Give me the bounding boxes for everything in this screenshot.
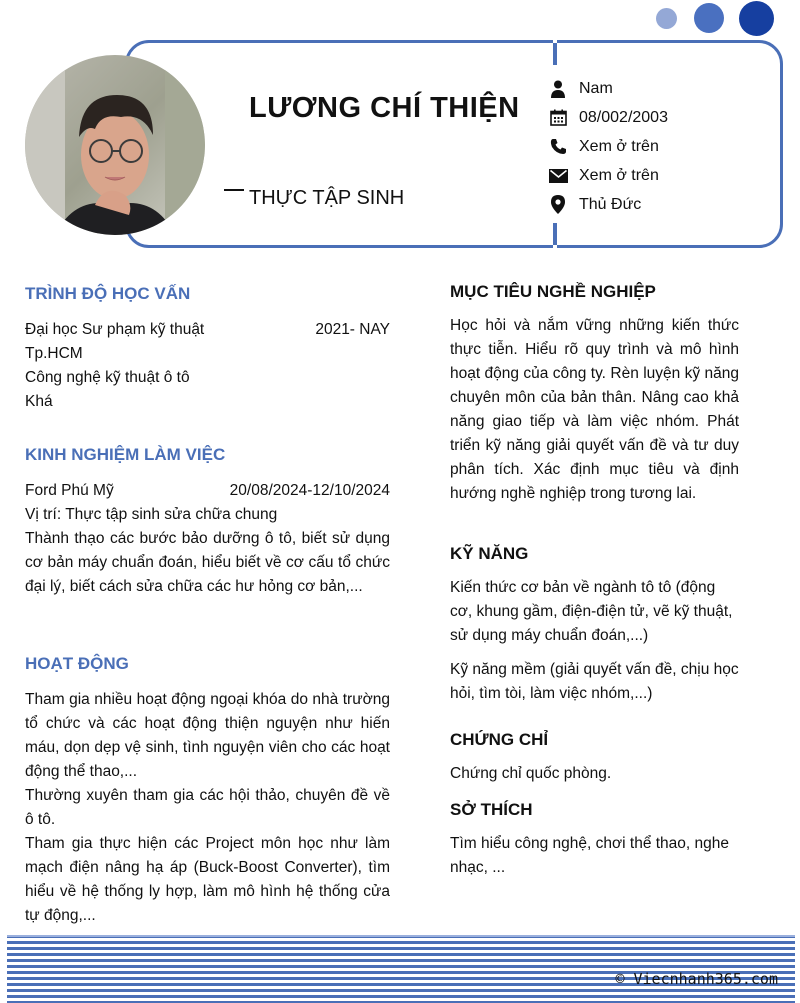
decor-dot-light — [656, 8, 677, 29]
experience-title: KINH NGHIỆM LÀM VIỆC — [25, 445, 226, 464]
education-school: Đại học Sư phạm kỹ thuật Tp.HCM — [25, 321, 205, 362]
info-birthdate: 08/002/2003 — [548, 103, 668, 132]
activities-title: HOẠT ĐỘNG — [25, 654, 129, 673]
title-dash — [224, 189, 244, 191]
hobbies-title: SỞ THÍCH — [450, 800, 533, 819]
envelope-icon — [548, 166, 568, 186]
header-frame — [125, 40, 783, 248]
person-icon — [548, 79, 568, 99]
activity-item: Tham gia thực hiện các Project môn học như làm mạch điện nâng hạ áp (Buck-Boost Converter), tìm hiểu về hệ thống ly hợp, làm mô hình hệ thống cửa tự động,... — [25, 835, 390, 924]
experience-row — [25, 479, 390, 503]
activity-item: Tham gia nhiều hoạt động ngoại khóa do nhà trường tổ chức và các hoạt động thiện nguyện như hiến máu, dọn dẹp vệ sinh, tình nguyện viên cho các hoạt động thể thao,... — [25, 691, 390, 780]
education-major: Công nghệ kỹ thuật ô tô — [25, 369, 190, 386]
education-period: 2021- NAY — [315, 321, 390, 338]
objective-title: MỤC TIÊU NGHỀ NGHIỆP — [450, 282, 656, 301]
contact-info — [548, 74, 668, 219]
info-phone: Xem ở trên — [548, 132, 668, 161]
education-row — [25, 318, 390, 366]
copyright-watermark: © Viecnhanh365.com — [615, 970, 778, 988]
avatar — [25, 55, 205, 235]
experience-company: Ford Phú Mỹ — [25, 482, 114, 499]
candidate-name: LƯƠNG CHÍ THIỆN — [249, 92, 520, 124]
decor-dot-medium — [694, 3, 724, 33]
skills-soft: Kỹ năng mềm (giải quyết vấn đề, chịu học hỏi, tìm tòi, làm việc nhóm,...) — [450, 661, 739, 702]
calendar-icon — [548, 108, 568, 128]
certificates-text: Chứng chỉ quốc phòng. — [450, 765, 612, 782]
experience-position: Vị trí: Thực tập sinh sửa chữa chung — [25, 506, 278, 523]
experience-description: Thành thạo các bước bảo dưỡng ô tô, biết sử dụng cơ bản máy chuẩn đoán, hiểu biết về cơ cấu tổ chức đại lý, biết cách sửa chữa các hư hỏng cơ bản,... — [25, 530, 390, 595]
phone-icon — [548, 137, 568, 157]
activity-item: Thường xuyên tham gia các hội thảo, chuyên đề về ô tô. — [25, 787, 390, 828]
decor-dot-dark — [739, 1, 774, 36]
location-pin-icon — [548, 195, 568, 215]
skills-hard: Kiến thức cơ bản về ngành tô tô (động cơ, khung gầm, điện-điện tử, vẽ kỹ thuật, sử dụng máy chuẩn đoán,...) — [450, 579, 733, 644]
education-title: TRÌNH ĐỘ HỌC VẤN — [25, 284, 191, 303]
job-title: THỰC TẬP SINH — [249, 187, 405, 209]
objective-text: Học hỏi và nắm vững những kiến thức thực tiễn. Hiểu rõ quy trình và mô hình hoạt động của công ty. Rèn luyện kỹ năng chuyên môn của bản thân. Nâng cao khả năng giao tiếp và làm việc nhóm. Phát triển kỹ năng giải quyết vấn đề và tư duy phân tích. Xác định mục tiêu và định hướng nghề nghiệp trong tương lai. — [450, 317, 739, 502]
skills-title: KỸ NĂNG — [450, 544, 529, 563]
info-email: Xem ở trên — [548, 161, 668, 190]
activities-list — [25, 688, 390, 928]
info-address: Thủ Đức — [548, 190, 668, 219]
hobbies-text: Tìm hiểu công nghệ, chơi thể thao, nghe nhạc, ... — [450, 835, 730, 876]
experience-period: 20/08/2024-12/10/2024 — [229, 482, 390, 499]
education-grade: Khá — [25, 393, 53, 410]
certificates-title: CHỨNG CHỈ — [450, 730, 549, 749]
footer-stripes — [7, 935, 795, 1003]
info-gender: Nam — [548, 74, 668, 103]
